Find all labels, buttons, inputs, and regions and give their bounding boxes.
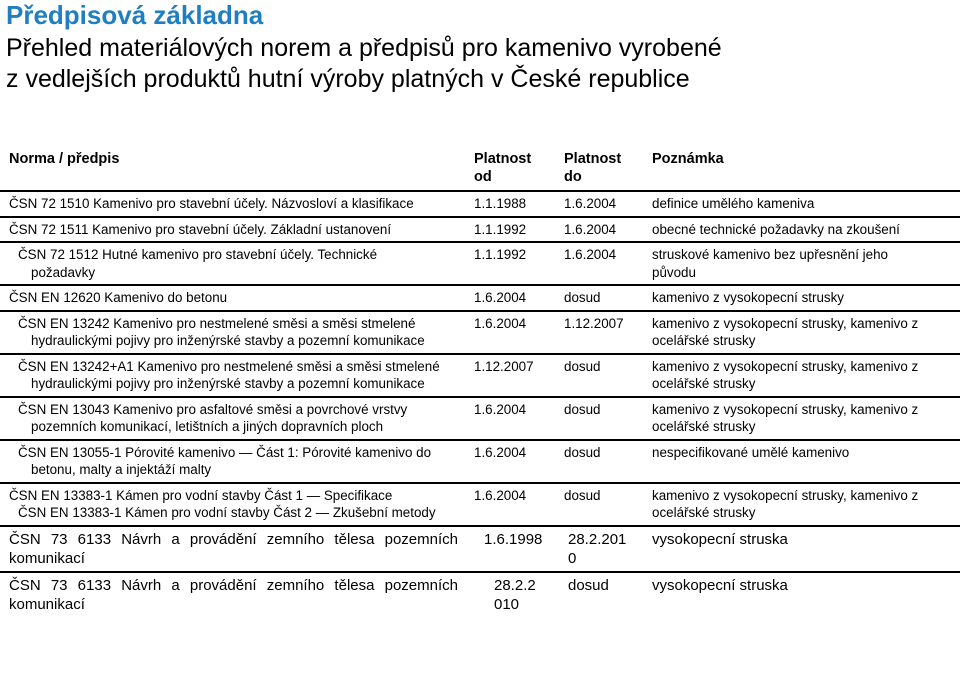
- header-valid-to-line2: do: [564, 169, 582, 185]
- header-valid-from: [474, 145, 564, 191]
- row-valid-to: dosud: [564, 483, 652, 526]
- table-row: [0, 242, 960, 285]
- row-norm: ČSN 72 1510 Kamenivo pro stavební účely. Názvosloví a klasifikace: [0, 191, 474, 217]
- table-row: [0, 191, 960, 217]
- row-valid-to: 1.12.2007: [564, 311, 652, 354]
- row-valid-to: dosud: [564, 285, 652, 311]
- row-note: struskové kamenivo bez upřesnění jeho původu: [652, 242, 960, 285]
- row-valid-from: 1.1.1992: [474, 217, 564, 243]
- row-valid-from: 1.6.2004: [474, 440, 564, 483]
- row-valid-to: 1.6.2004: [564, 191, 652, 217]
- row-norm: ČSN 72 1511 Kamenivo pro stavební účely. Základní ustanovení: [0, 217, 474, 243]
- row-note: obecné technické požadavky na zkoušení: [652, 217, 960, 243]
- row-norm: ČSN EN 13043 Kamenivo pro asfaltové směsi a povrchové vrstvy pozemních komunikací, letištních a jiných dopravních ploch: [18, 401, 408, 434]
- row-note: nespecifikované umělé kamenivo: [652, 440, 960, 483]
- row-valid-to: dosud: [564, 440, 652, 483]
- table-row: [0, 572, 960, 617]
- table-row: [0, 440, 960, 483]
- row-note: kamenivo z vysokopecní strusky: [652, 285, 960, 311]
- header-norm: Norma / předpis: [0, 145, 474, 191]
- row-valid-from: 1.1.1992: [474, 242, 564, 285]
- row-valid-from: 1.12.2007: [474, 354, 564, 397]
- row-norm: ČSN 73 6133 Návrh a provádění zemního tělesa pozemních komunikací: [9, 576, 458, 613]
- table-row: [0, 285, 960, 311]
- row-note: vysokopecní struska: [652, 526, 960, 572]
- row-norm: ČSN EN 12620 Kamenivo do betonu: [0, 285, 474, 311]
- row-note: kamenivo z vysokopecní strusky, kamenivo z ocelářské strusky: [652, 483, 960, 526]
- norms-table: [0, 145, 960, 617]
- table-row: [0, 526, 960, 572]
- header-valid-from-line1: Platnost: [474, 151, 532, 167]
- row-note: kamenivo z vysokopecní strusky, kamenivo z ocelářské strusky: [652, 354, 960, 397]
- row-valid-to: dosud: [564, 354, 652, 397]
- header-valid-from-line2: od: [474, 169, 492, 185]
- row-norm: ČSN 73 6133 Návrh a provádění zemního tělesa pozemních komunikací: [0, 526, 474, 572]
- row-valid-to: 28.2.2010: [564, 526, 652, 572]
- row-norm-line1: ČSN EN 13383-1 Kámen pro vodní stavby Část 1 — Specifikace: [9, 487, 393, 503]
- row-valid-from: 1.6.2004: [474, 483, 564, 526]
- row-valid-from: 1.6.1998: [474, 526, 564, 572]
- table-row: [0, 397, 960, 440]
- row-valid-from: 1.6.2004: [474, 311, 564, 354]
- row-norm: ČSN EN 13055-1 Pórovité kamenivo — Část 1: Pórovité kamenivo do betonu, malty a injektáží malty: [18, 444, 432, 477]
- row-note: vysokopecní struska: [652, 576, 788, 594]
- page-subtitle-line-1: Přehled materiálových norem a předpisů pro kamenivo vyrobené: [6, 34, 722, 62]
- row-norm-line2: ČSN EN 13383-1 Kámen pro vodní stavby Část 2 — Zkušební metody: [18, 505, 436, 520]
- header-valid-to-line1: Platnost: [564, 151, 622, 167]
- header-valid-to: [564, 145, 652, 191]
- row-norm: ČSN EN 13242 Kamenivo pro nestmelené směsi a směsi stmelené hydraulickými pojivy pro inženýrské stavby a pozemní komunikace: [18, 315, 425, 348]
- row-valid-to: dosud: [568, 576, 609, 594]
- row-valid-to: 1.6.2004: [564, 242, 652, 285]
- page-title: Předpisová základna: [6, 0, 264, 30]
- row-note: kamenivo z vysokopecní strusky, kamenivo z ocelářské strusky: [652, 311, 960, 354]
- page-subtitle-line-2: z vedlejších produktů hutní výroby platných v České republice: [6, 65, 690, 93]
- row-note: definice umělého kameniva: [652, 191, 960, 217]
- row-valid-from: 28.2.2010: [494, 576, 536, 613]
- table-row: [0, 217, 960, 243]
- table-row: [0, 354, 960, 397]
- row-valid-to: 1.6.2004: [564, 217, 652, 243]
- row-norm: ČSN EN 13242+A1 Kamenivo pro nestmelené směsi a směsi stmelené hydraulickými pojivy pro inženýrské stavby a pozemní komunikace: [18, 358, 440, 391]
- row-note: kamenivo z vysokopecní strusky, kamenivo z ocelářské strusky: [652, 397, 960, 440]
- table-row: [0, 311, 960, 354]
- table-row: [0, 483, 960, 526]
- header-note: Poznámka: [652, 145, 960, 191]
- table-header-row: [0, 145, 960, 191]
- row-norm: ČSN 72 1512 Hutné kamenivo pro stavební účely. Technické požadavky: [18, 247, 378, 280]
- row-valid-from: 1.6.2004: [474, 285, 564, 311]
- row-valid-from: 1.1.1988: [474, 191, 564, 217]
- row-valid-to: dosud: [564, 397, 652, 440]
- row-valid-from: 1.6.2004: [474, 397, 564, 440]
